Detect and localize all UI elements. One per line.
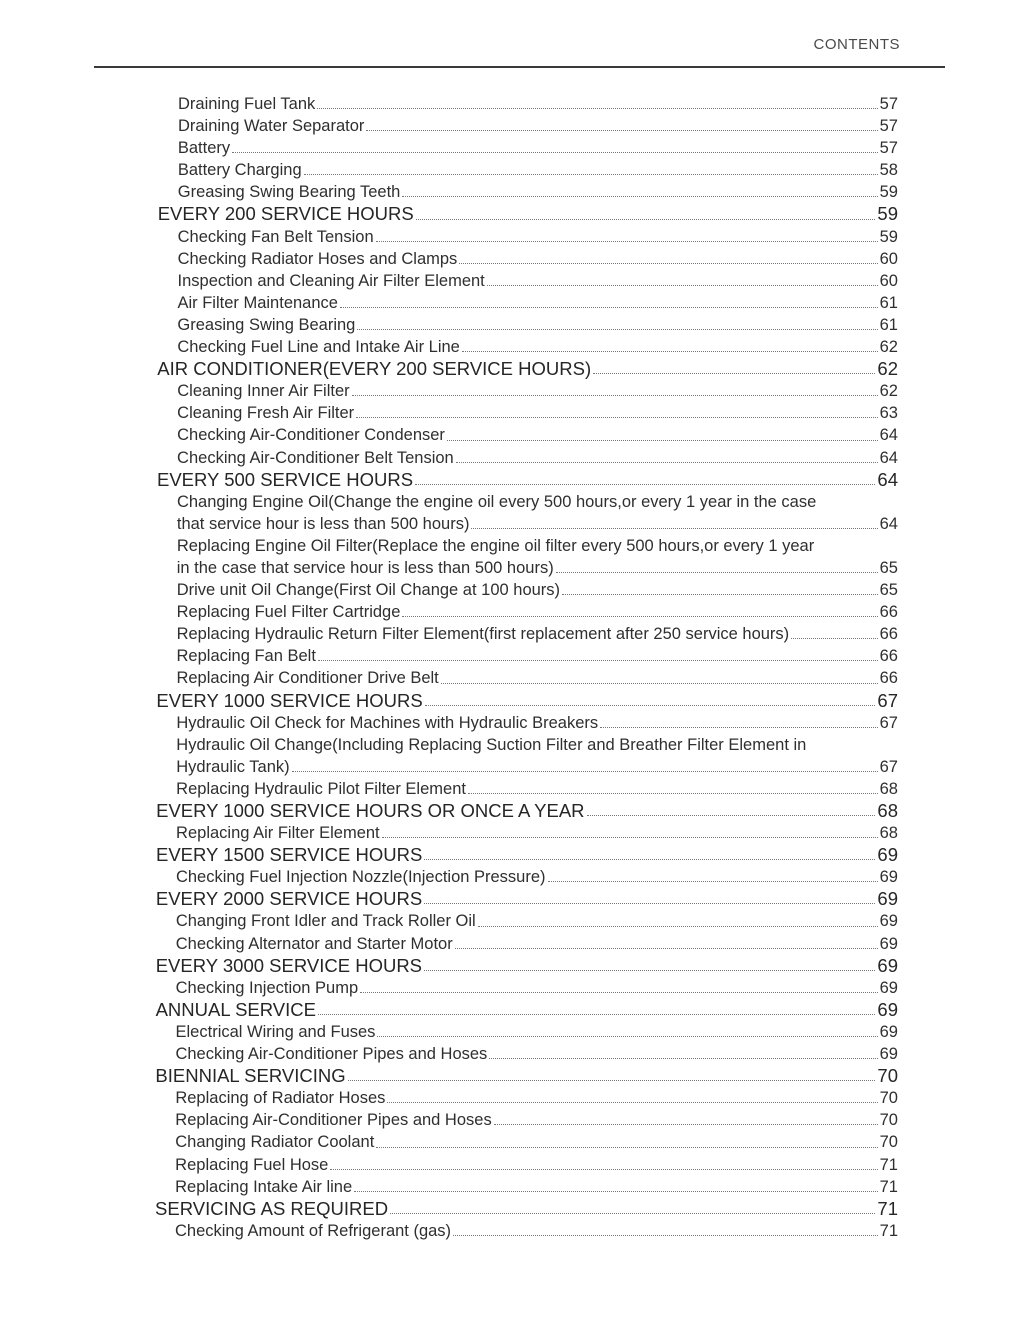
toc-subsection-entry[interactable] — [0, 734, 1024, 756]
toc-entry-title: SERVICING AS REQUIRED — [155, 1197, 389, 1219]
toc-entry-title: Checking Air-Conditioner Belt Tension — [177, 448, 454, 467]
toc-dot-leader — [453, 1235, 878, 1236]
page-header — [0, 0, 1024, 70]
toc-entry-title: Replacing Intake Air line — [175, 1177, 353, 1196]
toc-dot-leader — [292, 771, 878, 772]
toc-subsection-entry[interactable] — [0, 756, 1024, 778]
toc-entry-title: Greasing Swing Bearing — [177, 315, 356, 334]
toc-dot-leader — [348, 1080, 876, 1081]
toc-section-entry[interactable] — [0, 358, 1024, 380]
toc-entry-row — [177, 402, 898, 424]
toc-dot-leader — [317, 108, 877, 109]
toc-page-number: 59 — [879, 183, 898, 202]
toc-entry-title: Checking Air-Conditioner Pipes and Hoses — [175, 1045, 488, 1064]
toc-dot-leader — [330, 1169, 877, 1170]
toc-page-number: 71 — [877, 1197, 898, 1219]
toc-entry-row — [176, 778, 898, 800]
toc-entry-title: BIENNIAL SERVICING — [155, 1065, 346, 1087]
toc-entry-row — [176, 977, 898, 999]
toc-page-number: 69 — [879, 934, 898, 953]
toc-entry-row — [178, 226, 898, 248]
toc-page-number: 62 — [877, 358, 898, 380]
toc-dot-leader — [304, 174, 878, 175]
toc-subsection-entry[interactable] — [0, 159, 1024, 181]
toc-subsection-entry[interactable] — [0, 1087, 1024, 1109]
toc-page-number: 69 — [877, 888, 898, 910]
toc-page-number: 69 — [879, 868, 898, 887]
toc-page-number: 64 — [879, 448, 898, 467]
toc-entry-title: ANNUAL SERVICE — [155, 998, 316, 1020]
toc-dot-leader — [425, 705, 876, 706]
toc-entry-row — [178, 159, 898, 181]
toc-page-number: 70 — [879, 1089, 898, 1108]
toc-page-number: 64 — [879, 514, 898, 533]
toc-entry-title: Checking Amount of Refrigerant (gas) — [175, 1221, 452, 1240]
toc-subsection-entry[interactable] — [0, 645, 1024, 667]
toc-page-number: 66 — [879, 669, 898, 688]
toc-page-number: 69 — [879, 1045, 898, 1064]
toc-page-number: 57 — [879, 117, 898, 136]
toc-dot-leader — [456, 462, 878, 463]
toc-subsection-entry[interactable] — [0, 1220, 1024, 1242]
toc-dot-leader — [390, 1213, 875, 1214]
toc-dot-leader — [593, 373, 875, 374]
toc-entry-title: Replacing Hydraulic Pilot Filter Element — [176, 779, 466, 798]
toc-subsection-entry[interactable] — [0, 226, 1024, 248]
toc-subsection-entry[interactable] — [0, 977, 1024, 999]
toc-entry-row — [175, 1154, 898, 1176]
toc-subsection-entry[interactable] — [0, 447, 1024, 469]
toc-subsection-entry[interactable] — [0, 336, 1024, 358]
toc-subsection-entry[interactable] — [0, 933, 1024, 955]
toc-page-number: 69 — [877, 844, 898, 866]
toc-dot-leader — [487, 285, 878, 286]
toc-entry-row — [176, 822, 898, 844]
toc-dot-leader — [424, 859, 875, 860]
toc-entry-title: Battery Charging — [177, 161, 302, 180]
toc-page-number: 69 — [879, 1022, 898, 1041]
toc-entry-title: EVERY 1500 SERVICE HOURS — [156, 844, 423, 866]
header-divider — [94, 66, 945, 68]
toc-entry-row — [176, 734, 898, 756]
toc-subsection-entry[interactable] — [0, 623, 1024, 645]
toc-entry-row — [176, 910, 898, 932]
toc-page-number: 67 — [879, 757, 898, 776]
toc-entry-row — [156, 955, 898, 977]
toc-page-number: 60 — [879, 271, 898, 290]
toc-dot-leader — [791, 638, 877, 639]
toc-entry-row — [156, 690, 898, 712]
toc-dot-leader — [366, 130, 877, 131]
toc-subsection-entry[interactable] — [0, 579, 1024, 601]
toc-dot-leader — [556, 572, 878, 573]
toc-entry-title: Inspection and Cleaning Air Filter Element — [177, 271, 485, 290]
toc-subsection-entry[interactable] — [0, 778, 1024, 800]
toc-page-number: 57 — [879, 139, 898, 158]
toc-subsection-entry[interactable] — [0, 1021, 1024, 1043]
toc-subsection-entry[interactable] — [0, 866, 1024, 888]
toc-page-number: 67 — [879, 713, 898, 732]
toc-dot-leader — [447, 440, 878, 441]
toc-entry-row — [156, 800, 898, 822]
toc-dot-leader — [587, 815, 876, 816]
toc-entry-title: Battery — [177, 139, 231, 158]
toc-entry-row — [177, 513, 898, 535]
toc-entry-row — [177, 292, 898, 314]
toc-page-number: 70 — [877, 1065, 898, 1087]
toc-entry-title: Drive unit Oil Change(First Oil Change at 100 hours) — [176, 581, 561, 600]
toc-subsection-entry[interactable] — [0, 1154, 1024, 1176]
toc-entry-title: Hydraulic Tank) — [176, 757, 290, 776]
toc-entry-title: Changing Front Idler and Track Roller Oil — [175, 912, 476, 931]
toc-section-entry[interactable] — [0, 999, 1024, 1021]
toc-entry-row — [175, 1109, 898, 1131]
toc-entry-row — [175, 1176, 898, 1198]
toc-page-number: 64 — [879, 426, 898, 445]
table-of-contents — [0, 93, 1024, 1242]
toc-dot-leader — [548, 881, 878, 882]
toc-section-entry[interactable] — [0, 469, 1024, 491]
toc-subsection-entry[interactable] — [0, 910, 1024, 932]
toc-dot-leader — [377, 1036, 877, 1037]
toc-entry-title: Greasing Swing Bearing Teeth — [177, 183, 401, 202]
toc-entry-title: Replacing Fan Belt — [176, 647, 316, 666]
toc-entry-title: Electrical Wiring and Fuses — [175, 1022, 376, 1041]
toc-page-number: 59 — [879, 227, 898, 246]
toc-entry-title: that service hour is less than 500 hours) — [176, 514, 470, 533]
toc-entry-title: Air Filter Maintenance — [177, 293, 338, 312]
toc-dot-leader — [354, 1191, 877, 1192]
toc-entry-row — [177, 601, 898, 623]
toc-entry-row — [177, 380, 898, 402]
toc-entry-row — [178, 115, 898, 137]
toc-subsection-entry[interactable] — [0, 181, 1024, 203]
toc-subsection-entry[interactable] — [0, 380, 1024, 402]
toc-entry-row — [156, 844, 898, 866]
toc-subsection-entry[interactable] — [0, 402, 1024, 424]
toc-page-number: 68 — [877, 800, 898, 821]
toc-entry-title: EVERY 200 SERVICE HOURS — [157, 203, 414, 225]
toc-dot-leader — [494, 1124, 878, 1125]
toc-page-number: 59 — [877, 203, 898, 225]
toc-entry-title: EVERY 1000 SERVICE HOURS OR ONCE A YEAR — [156, 800, 585, 821]
toc-entry-row — [156, 999, 898, 1021]
toc-page-number: 60 — [879, 249, 898, 268]
toc-entry-title: Replacing Fuel Hose — [175, 1155, 329, 1174]
toc-entry-row — [175, 1131, 898, 1153]
toc-entry-title: Replacing Air Filter Element — [176, 824, 380, 843]
toc-dot-leader — [340, 307, 878, 308]
toc-dot-leader — [600, 727, 877, 728]
toc-dot-leader — [376, 1147, 877, 1148]
toc-section-entry[interactable] — [0, 800, 1024, 822]
toc-page-number: 68 — [879, 779, 898, 798]
toc-subsection-entry[interactable] — [0, 137, 1024, 159]
toc-section-entry[interactable] — [0, 955, 1024, 977]
toc-page-number: 62 — [879, 338, 898, 357]
toc-subsection-entry[interactable] — [0, 1109, 1024, 1131]
toc-page-number: 71 — [879, 1177, 898, 1196]
toc-subsection-entry[interactable] — [0, 667, 1024, 689]
toc-page-number: 66 — [879, 625, 898, 644]
toc-dot-leader — [357, 329, 877, 330]
toc-entry-title: AIR CONDITIONER(EVERY 200 SERVICE HOURS) — [157, 358, 592, 380]
toc-page-number: 62 — [879, 382, 898, 401]
toc-page-number: 69 — [879, 912, 898, 931]
toc-entry-row — [178, 137, 898, 159]
toc-entry-row — [177, 645, 898, 667]
toc-entry-title: Checking Injection Pump — [175, 978, 359, 997]
toc-page-number: 65 — [879, 581, 898, 600]
toc-entry-row — [175, 1220, 898, 1242]
toc-entry-title: Hydraulic Oil Check for Machines with Hydraulic Breakers — [176, 713, 599, 732]
toc-dot-leader — [489, 1058, 877, 1059]
toc-entry-title: Cleaning Inner Air Filter — [177, 382, 350, 401]
toc-entry-row — [177, 491, 898, 513]
toc-entry-row — [178, 270, 898, 292]
toc-page-number: 61 — [879, 315, 898, 334]
toc-page-number: 67 — [877, 689, 898, 711]
toc-entry-row — [177, 579, 898, 601]
toc-dot-leader — [471, 528, 877, 529]
toc-page-number: 70 — [879, 1111, 898, 1130]
toc-entry-title: EVERY 1000 SERVICE HOURS — [156, 689, 423, 711]
toc-subsection-entry[interactable] — [0, 513, 1024, 535]
toc-entry-row — [175, 1087, 898, 1109]
toc-page-number: 69 — [879, 978, 898, 997]
toc-subsection-entry[interactable] — [0, 491, 1024, 513]
toc-entry-row — [176, 933, 898, 955]
toc-entry-title: Replacing Fuel Filter Cartridge — [176, 603, 401, 622]
toc-entry-row — [177, 314, 898, 336]
toc-dot-leader — [455, 948, 878, 949]
toc-entry-row — [177, 336, 898, 358]
toc-entry-title: Draining Water Separator — [177, 117, 365, 136]
toc-entry-title: Replacing Air-Conditioner Pipes and Hoses — [175, 1111, 492, 1130]
toc-dot-leader — [352, 395, 878, 396]
toc-entry-title: Changing Engine Oil(Change the engine oil every 500 hours,or every 1 year in the case — [176, 492, 817, 511]
toc-entry-title: Checking Fan Belt Tension — [177, 227, 374, 246]
toc-dot-leader — [402, 616, 877, 617]
toc-page-number: 64 — [877, 468, 898, 490]
toc-entry-title: Checking Fuel Injection Nozzle(Injection Pressure) — [175, 868, 546, 887]
toc-dot-leader — [424, 903, 875, 904]
toc-subsection-entry[interactable] — [0, 1176, 1024, 1198]
toc-subsection-entry[interactable] — [0, 248, 1024, 270]
toc-entry-title: EVERY 3000 SERVICE HOURS — [155, 954, 423, 976]
toc-page-number: 71 — [879, 1221, 898, 1240]
toc-section-entry[interactable] — [0, 203, 1024, 225]
toc-page-number: 63 — [879, 404, 898, 423]
toc-dot-leader — [562, 594, 878, 595]
toc-entry-title: Checking Alternator and Starter Motor — [175, 934, 453, 953]
toc-entry-row — [156, 888, 898, 910]
toc-entry-row — [178, 181, 898, 203]
toc-dot-leader — [459, 263, 877, 264]
toc-dot-leader — [468, 793, 878, 794]
toc-entry-row — [176, 1021, 898, 1043]
toc-entry-title: EVERY 2000 SERVICE HOURS — [155, 888, 423, 910]
toc-entry-row — [177, 623, 898, 645]
toc-dot-leader — [415, 484, 875, 485]
toc-entry-row — [175, 1043, 898, 1065]
toc-entry-row — [157, 358, 898, 380]
toc-entry-row — [157, 469, 898, 491]
toc-page-number: 66 — [879, 647, 898, 666]
toc-entry-title: Hydraulic Oil Change(Including Replacing Suction Filter and Breather Filter Element in — [176, 735, 807, 754]
toc-subsection-entry[interactable] — [0, 557, 1024, 579]
toc-subsection-entry[interactable] — [0, 270, 1024, 292]
toc-page-number: 58 — [879, 161, 898, 180]
toc-dot-leader — [462, 351, 878, 352]
toc-subsection-entry[interactable] — [0, 93, 1024, 115]
toc-subsection-entry[interactable] — [0, 712, 1024, 734]
page-header-title: CONTENTS — [813, 36, 900, 53]
toc-subsection-entry[interactable] — [0, 535, 1024, 557]
toc-entry-row — [177, 447, 898, 469]
toc-page-number: 61 — [879, 293, 898, 312]
toc-subsection-entry[interactable] — [0, 424, 1024, 446]
toc-entry-title: Replacing of Radiator Hoses — [175, 1089, 386, 1108]
toc-entry-title: in the case that service hour is less than 500 hours) — [176, 558, 554, 577]
toc-dot-leader — [318, 1014, 875, 1015]
toc-entry-title: Checking Air-Conditioner Condenser — [177, 426, 445, 445]
toc-dot-leader — [441, 683, 878, 684]
toc-subsection-entry[interactable] — [0, 601, 1024, 623]
toc-entry-row — [177, 424, 898, 446]
toc-entry-title: Replacing Air Conditioner Drive Belt — [176, 669, 439, 688]
toc-subsection-entry[interactable] — [0, 1043, 1024, 1065]
toc-entry-row — [176, 866, 898, 888]
toc-entry-row — [155, 1065, 898, 1087]
toc-entry-title: Cleaning Fresh Air Filter — [177, 404, 355, 423]
toc-section-entry[interactable] — [0, 844, 1024, 866]
toc-section-entry[interactable] — [0, 1065, 1024, 1087]
toc-entry-row — [176, 712, 898, 734]
toc-dot-leader — [376, 241, 878, 242]
toc-section-entry[interactable] — [0, 1198, 1024, 1220]
toc-entry-title: Changing Radiator Coolant — [175, 1133, 375, 1152]
toc-page-number: 69 — [877, 954, 898, 976]
toc-page-number: 70 — [879, 1133, 898, 1152]
toc-entry-row — [158, 203, 898, 225]
toc-subsection-entry[interactable] — [0, 822, 1024, 844]
toc-page-number: 68 — [879, 824, 898, 843]
toc-dot-leader — [387, 1102, 877, 1103]
toc-entry-title: Checking Fuel Line and Intake Air Line — [177, 338, 460, 357]
toc-entry-title: Replacing Hydraulic Return Filter Element(first replacement after 250 service hours) — [176, 625, 790, 644]
toc-page-number: 66 — [879, 603, 898, 622]
toc-entry-row — [177, 535, 898, 557]
toc-entry-title: Draining Fuel Tank — [178, 95, 316, 113]
toc-page-number: 57 — [879, 95, 898, 113]
toc-dot-leader — [360, 992, 877, 993]
toc-page-number: 69 — [877, 998, 898, 1020]
toc-entry-row — [176, 756, 898, 778]
toc-entry-title: Replacing Engine Oil Filter(Replace the engine oil filter every 500 hours,or every 1 year — [176, 536, 815, 555]
toc-dot-leader — [232, 152, 877, 153]
toc-page-number: 65 — [879, 558, 898, 577]
toc-section-entry[interactable] — [0, 690, 1024, 712]
toc-subsection-entry[interactable] — [0, 292, 1024, 314]
toc-subsection-entry[interactable] — [0, 314, 1024, 336]
toc-entry-row — [177, 557, 898, 579]
toc-dot-leader — [402, 196, 877, 197]
toc-entry-row — [178, 248, 898, 270]
toc-page-number: 71 — [879, 1155, 898, 1174]
toc-dot-leader — [416, 219, 876, 220]
toc-entry-row — [176, 667, 898, 689]
toc-dot-leader — [478, 926, 878, 927]
toc-dot-leader — [424, 970, 875, 971]
toc-entry-row — [178, 93, 898, 115]
toc-dot-leader — [318, 660, 878, 661]
toc-subsection-entry[interactable] — [0, 1131, 1024, 1153]
toc-dot-leader — [356, 417, 877, 418]
toc-entry-row — [155, 1198, 898, 1220]
toc-entry-title: Checking Radiator Hoses and Clamps — [177, 249, 458, 268]
toc-subsection-entry[interactable] — [0, 115, 1024, 137]
toc-section-entry[interactable] — [0, 888, 1024, 910]
toc-entry-title: EVERY 500 SERVICE HOURS — [157, 468, 414, 490]
toc-dot-leader — [382, 837, 878, 838]
